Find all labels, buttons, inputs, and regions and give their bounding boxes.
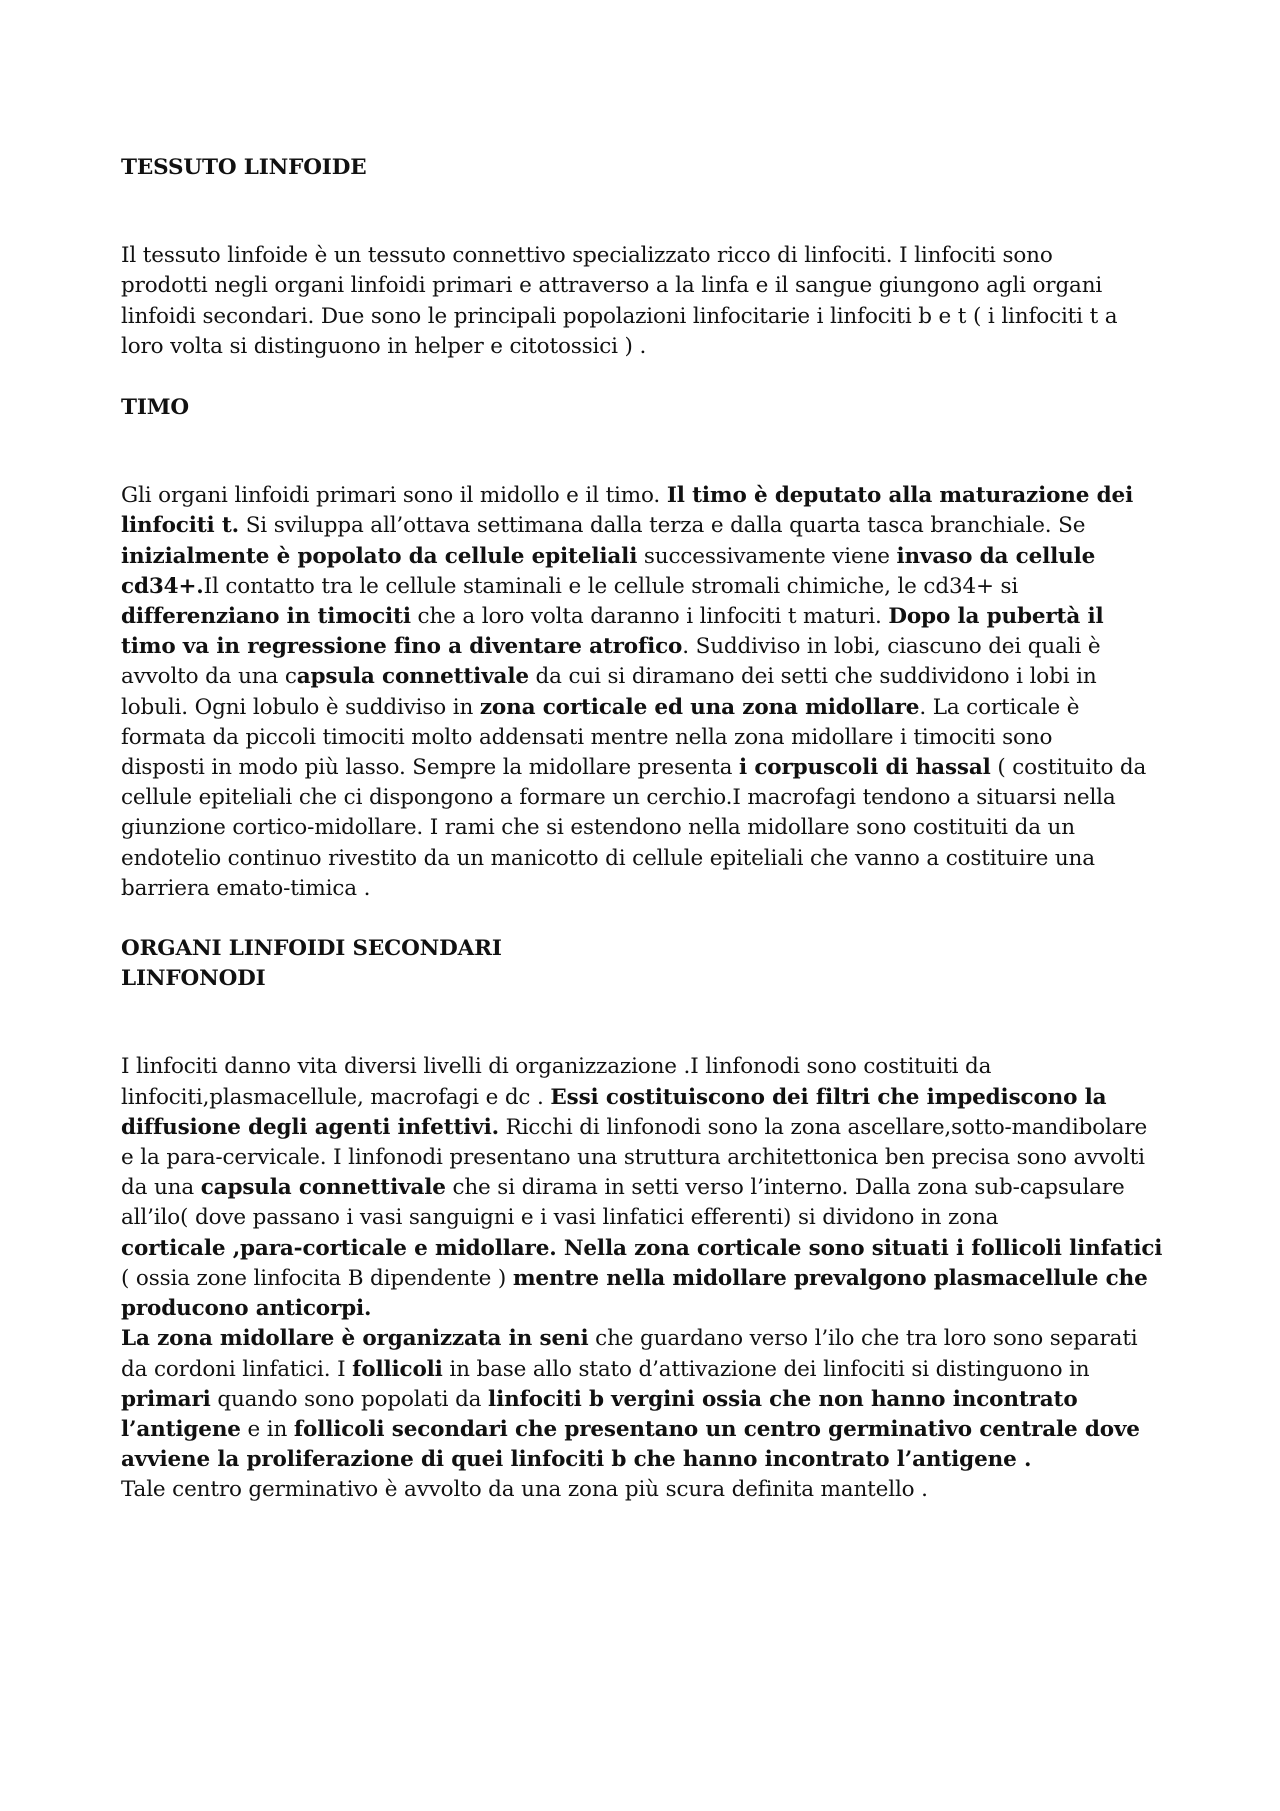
spacer xyxy=(121,904,1171,934)
spacer xyxy=(121,362,1171,393)
spacer xyxy=(121,183,1171,241)
text-line xyxy=(121,542,1171,572)
text-run: . Suddiviso in lobi, ciascuno dei quali è xyxy=(682,634,1101,660)
bold-text: differenziano in timociti xyxy=(121,604,411,630)
text-line xyxy=(121,1203,1171,1233)
text-line xyxy=(121,874,1171,904)
text-line xyxy=(121,1294,1171,1324)
bold-text: linfociti b vergini ossia che non hanno incontrato xyxy=(488,1386,1078,1412)
text-run: disposti in modo più lasso. Sempre la midollare presenta xyxy=(121,755,739,781)
text-line xyxy=(121,1385,1171,1415)
spacer xyxy=(121,423,1171,481)
text-run: Il tessuto linfoide è un tessuto connettivo specializzato ricco di linfociti. I linfociti sono xyxy=(121,243,1053,269)
section-heading-linfonodi: LINFONODI xyxy=(121,966,266,992)
text-run: formata da piccoli timociti molto addensati mentre nella zona midollare i timociti sono xyxy=(121,724,1053,750)
text-line xyxy=(121,271,1171,301)
text-line xyxy=(121,332,1171,362)
bold-text: apsula connettivale xyxy=(296,664,529,690)
bold-text: invaso da cellule xyxy=(896,543,1096,569)
text-run: Tale centro germinativo è avvolto da una zona più scura definita mantello . xyxy=(121,1477,928,1503)
bold-text: inizialmente è popolato da cellule epiteliali xyxy=(121,543,638,569)
text-run: che a loro volta daranno i linfociti t maturi. xyxy=(410,604,889,630)
text-line xyxy=(121,511,1171,541)
text-run: loro volta si distinguono in helper e citotossici ) . xyxy=(121,333,647,359)
bold-text: diffusione degli agenti infettivi. xyxy=(121,1114,499,1140)
text-line xyxy=(121,572,1171,602)
text-run: linfociti,plasmacellule, macrofagi e dc . xyxy=(121,1084,551,1110)
text-run: avvolto da una c xyxy=(121,664,297,690)
text-line xyxy=(121,1415,1171,1445)
text-run: prodotti negli organi linfoidi primari e attraverso a la linfa e il sangue giungono agli organi xyxy=(121,273,1103,299)
bold-text: linfociti t. xyxy=(121,513,240,539)
bold-text: timo va in regressione fino a diventare atrofico xyxy=(121,634,683,660)
text-run: cellule epiteliali che ci dispongono a formare un cerchio.I macrofagi tendono a situarsi nella xyxy=(121,785,1116,811)
bold-text: follicoli xyxy=(352,1356,443,1382)
text-line xyxy=(121,602,1171,632)
text-line xyxy=(121,632,1171,662)
text-line xyxy=(121,1264,1171,1294)
bold-text: corticale ,para-corticale e midollare. Nella zona corticale sono situati i follicoli linfatici xyxy=(121,1235,1163,1261)
text-run: ( ossia zone linfocita B dipendente ) xyxy=(121,1265,513,1291)
text-line xyxy=(121,693,1171,723)
text-line xyxy=(121,1052,1171,1082)
text-run: giunzione cortico-midollare. I rami che si estendono nella midollare sono costituiti da un xyxy=(121,815,1075,841)
text-run: barriera emato-timica . xyxy=(121,875,371,901)
bold-text: follicoli secondari che presentano un centro germinativo centrale dove xyxy=(293,1416,1140,1442)
text-line xyxy=(121,302,1171,332)
text-run: Ricchi di linfonodi sono la zona ascellare,sotto-mandibolare xyxy=(498,1114,1148,1140)
text-line xyxy=(121,241,1171,271)
text-line xyxy=(121,813,1171,843)
timo-paragraph xyxy=(121,481,1171,904)
text-line xyxy=(121,844,1171,874)
text-run: Il contatto tra le cellule staminali e le cellule stromali chimiche, le cd34+ si xyxy=(203,573,1019,599)
text-line xyxy=(121,662,1171,692)
text-line xyxy=(121,753,1171,783)
section-heading-organi-secondari: ORGANI LINFOIDI SECONDARI xyxy=(121,936,502,962)
text-run: I linfociti danno vita diversi livelli di organizzazione .I linfonodi sono costituiti da xyxy=(121,1054,992,1080)
text-run: da una xyxy=(121,1175,201,1201)
text-run: in base allo stato d’attivazione dei linfociti si distinguono in xyxy=(442,1356,1090,1382)
text-line xyxy=(121,1173,1171,1203)
text-line xyxy=(121,1083,1171,1113)
bold-text: Dopo la pubertà il xyxy=(888,604,1104,630)
bold-text: Essi costituiscono dei filtri che impediscono la xyxy=(550,1084,1107,1110)
bold-text: producono anticorpi. xyxy=(121,1296,372,1322)
spacer xyxy=(121,994,1171,1052)
bold-text: i corpuscoli di hassal xyxy=(738,755,991,781)
bold-text: mentre nella midollare prevalgono plasmacellule che xyxy=(512,1265,1148,1291)
text-line xyxy=(121,1143,1171,1173)
section-heading-timo: TIMO xyxy=(121,395,189,421)
bold-text: avviene la proliferazione di quei linfociti b che hanno incontrato l’antigene . xyxy=(121,1447,1032,1473)
text-run: endotelio continuo rivestito da un manicotto di cellule epiteliali che vanno a costituire una xyxy=(121,845,1095,871)
text-run: e in xyxy=(240,1416,294,1442)
text-run: che guardano verso l’ilo che tra loro sono separati xyxy=(588,1326,1138,1352)
bold-text: l’antigene xyxy=(121,1416,241,1442)
text-run: quando sono popolati da xyxy=(210,1386,489,1412)
text-run: successivamente viene xyxy=(637,543,897,569)
text-run: linfoidi secondari. Due sono le principali popolazioni linfocitarie i linfociti b e t ( i linfociti t a xyxy=(121,303,1118,329)
bold-text: zona corticale ed una zona midollare xyxy=(479,694,920,720)
text-run: ( costituito da xyxy=(990,755,1147,781)
bold-text: Il timo è deputato alla maturazione dei xyxy=(666,483,1134,509)
text-line xyxy=(121,1234,1171,1264)
text-run: all’ilo( dove passano i vasi sanguigni e i vasi linfatici efferenti) si dividono in zona xyxy=(121,1205,999,1231)
text-line xyxy=(121,1445,1171,1475)
document-body xyxy=(121,153,1171,1506)
bold-text: cd34+. xyxy=(121,573,204,599)
text-line xyxy=(121,1355,1171,1385)
bold-text: capsula connettivale xyxy=(200,1175,446,1201)
text-line xyxy=(121,481,1171,511)
linfonodi-paragraph xyxy=(121,1052,1171,1505)
text-line xyxy=(121,1324,1171,1354)
text-run: Si sviluppa all’ottava settimana dalla terza e dalla quarta tasca branchiale. Se xyxy=(239,513,1086,539)
bold-text: La zona midollare è organizzata in seni xyxy=(121,1326,589,1352)
text-run: da cui si diramano dei setti che suddividono i lobi in xyxy=(528,664,1097,690)
text-run: da cordoni linfatici. I xyxy=(121,1356,353,1382)
bold-text: primari xyxy=(121,1386,211,1412)
text-line xyxy=(121,783,1171,813)
document-title: TESSUTO LINFOIDE xyxy=(121,155,367,180)
text-run: lobuli. Ogni lobulo è suddiviso in xyxy=(121,694,480,720)
intro-paragraph xyxy=(121,241,1171,362)
text-line xyxy=(121,1475,1171,1505)
text-line xyxy=(121,723,1171,753)
text-line xyxy=(121,1113,1171,1143)
text-run: che si dirama in setti verso l’interno. Dalla zona sub-capsulare xyxy=(445,1175,1125,1201)
text-run: . La corticale è xyxy=(919,694,1080,720)
text-run: e la para-cervicale. I linfonodi presentano una struttura architettonica ben precisa sono avvolti xyxy=(121,1145,1145,1171)
text-run: Gli organi linfoidi primari sono il midollo e il timo. xyxy=(121,483,667,509)
